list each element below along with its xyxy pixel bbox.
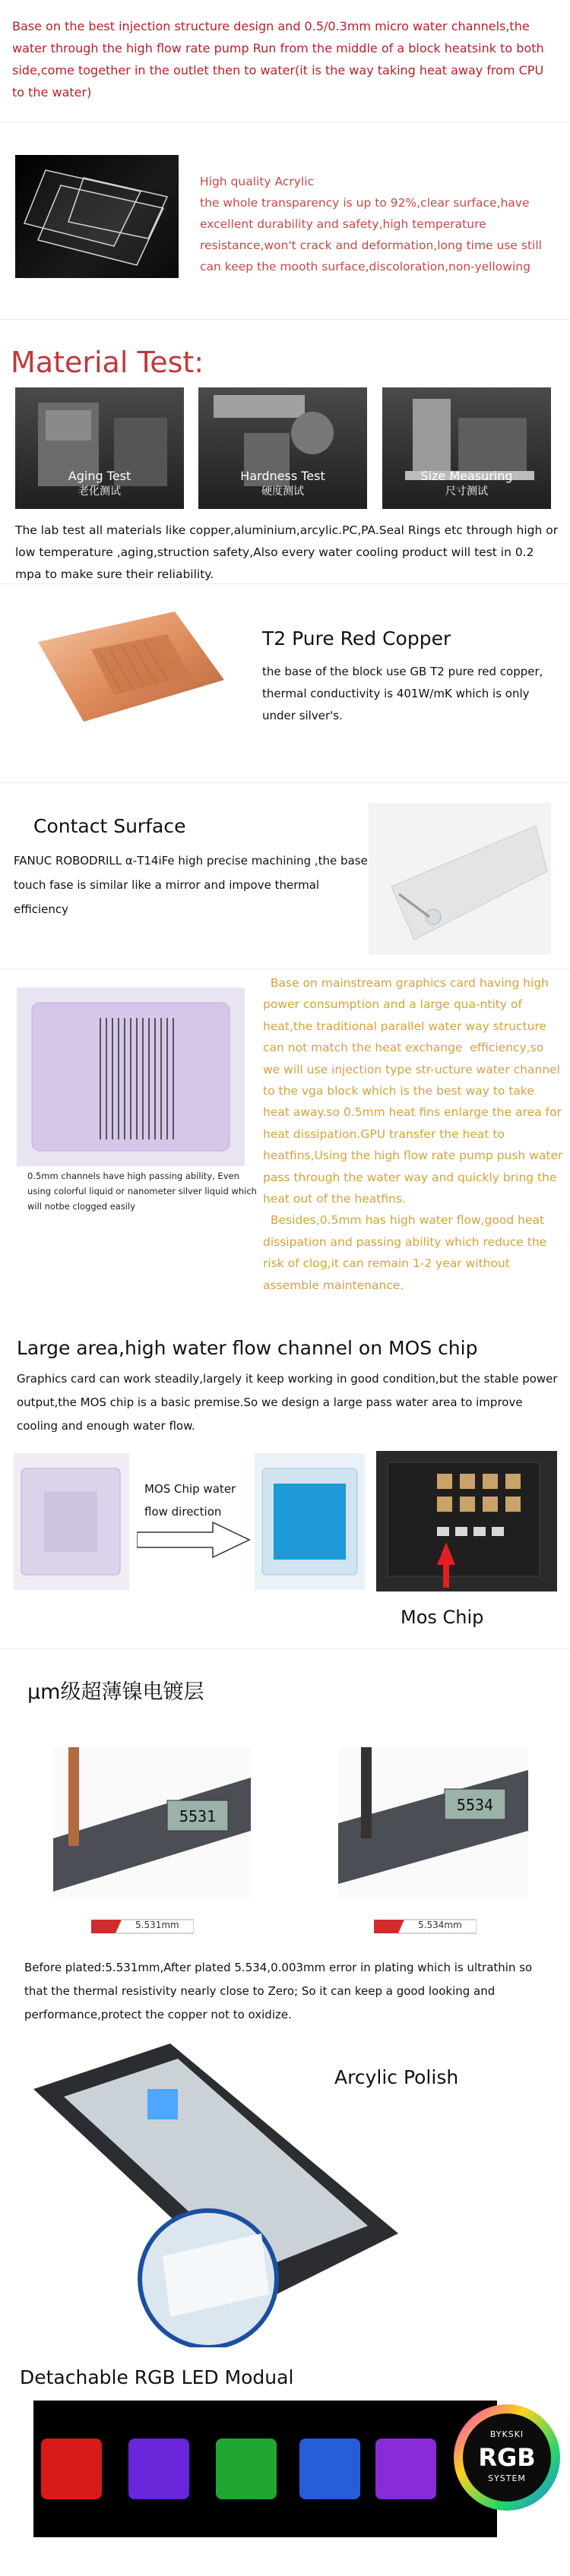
acrylic-polish-image (33, 2043, 398, 2347)
mos-description: Graphics card can work steadily,largely it keep working in good condition,but the stable power output,the MOS chip is a basic premise.So we design a large pass water area to improve cooling and enough water flow. (17, 1372, 558, 1433)
material-test-description: The lab test all materials like copper,aluminium,arcylic.PC,PA.Seal Rings etc through high or low temperature ,aging,struction safety,Also every water cooling product will test in 0.2 mpa to make sure their reliability. (15, 523, 559, 581)
rgb-title: Detachable RGB LED Modual (20, 2366, 294, 2388)
card-sublabel: 老化测试 (78, 485, 121, 498)
aging-test-card (15, 387, 184, 509)
acrylic-line: the whole transparency is up to 92%,clear surface,have (200, 196, 530, 210)
reading-value: 5.534mm (418, 1920, 462, 1930)
material-test-title: Material Test: (11, 346, 204, 379)
card-label: Hardness Test (240, 469, 325, 483)
acrylic-line: can keep the mooth surface,discoloration,non-yellowing (200, 260, 530, 273)
intro-text: Base on the best injection structure design and 0.5/0.3mm micro water channels,the water through the high flow rate pump Run from the middle of a block heatsink to both side,come together in the outlet then to water(it is the way taking heat away from CPU to the water) (12, 19, 544, 100)
plating-title: μm级超薄镍电镀层 (27, 1680, 204, 1704)
reading-value: 5.531mm (135, 1920, 179, 1930)
contact-surface-description: FANUC ROBODRILL α-T14iFe high precise machining ,the base touch fase is similar like a mirror and impove thermal efficiency (14, 854, 368, 916)
copper-title: T2 Pure Red Copper (262, 627, 451, 650)
caliper-display: 5531 (179, 1807, 217, 1825)
caliper-after-image (338, 1747, 528, 1899)
logo-brand: BYKSKI (489, 2429, 524, 2439)
acrylic-line: resistance,won't crack and deformation,long time use still (200, 239, 542, 252)
acrylic-description (200, 171, 563, 277)
hardness-test-card (198, 387, 367, 509)
card-sublabel: 尺寸测试 (445, 485, 488, 498)
mos-flow-label: MOS Chip water flow direction (144, 1482, 236, 1519)
acrylic-line: High quality Acrylic (200, 175, 315, 188)
contact-surface-title: Contact Surface (33, 815, 186, 837)
logo-main: RGB (478, 2443, 536, 2472)
mirror-surface-image (369, 803, 551, 955)
caliper-display: 5534 (456, 1796, 494, 1814)
rgb-system-logo (450, 2401, 564, 2514)
plating-description: Before plated:5.531mm,After plated 5.534,0.003mm error in plating which is ultrathin so that the thermal resistivity nearly close to Zero; So it can keep a good looking and performance,protect the copper not to oxidize. (24, 1961, 533, 2021)
rgb-led-image (33, 2401, 497, 2537)
mos-title: Large area,high water flow channel on MOS chip (17, 1337, 478, 1359)
divider (0, 319, 570, 320)
mos-block-image (14, 1453, 129, 1590)
divider (0, 782, 570, 783)
mos-pcb-image (376, 1451, 557, 1591)
acrylic-sheets-image (15, 155, 179, 278)
arrow-right-icon (137, 1521, 251, 1559)
mos-water-flow-image (255, 1453, 365, 1590)
divider (0, 583, 570, 584)
caliper-before-image (53, 1747, 251, 1899)
card-label: Size Measuring (420, 469, 513, 483)
size-measuring-card (382, 387, 551, 509)
polish-title: Arcylic Polish (334, 2066, 459, 2088)
copper-description: the base of the block use GB T2 pure red copper, thermal conductivity is 401W/mK which is only under silver's. (262, 665, 543, 722)
microfin-channel-image (17, 988, 245, 1166)
mos-chip-label: Mos Chip (401, 1607, 484, 1628)
copper-base-image (23, 596, 236, 737)
divider (0, 1648, 570, 1649)
logo-sub: SYSTEM (488, 2473, 526, 2483)
acrylic-line: excellent durability and safety,high temperature (200, 217, 486, 231)
channel-caption: 0.5mm channels have high passing ability, Even using colorful liquid or nanometer silver liquid which will notbe clogged easily (27, 1171, 257, 1212)
card-label: Aging Test (68, 469, 131, 483)
card-sublabel: 硬度测试 (261, 485, 304, 498)
channel-description: Base on mainstream graphics card having high power consumption and a large qua-ntity of heat,the traditional parallel water way structure can not match the heat exchange efficiency,so we will use injection type str-ucture water channel to the vga block which is the best way to take heat away.so 0.5mm heat fins enlarge the area for heat dissipation.GPU transfer the heat to heatfins,Using the high flow rate pump push water pass through the water way and quickly bring the heat out of the heatfins. Besides,0.5mm has high water flow,good heat dissipation and passing ability which reduce the risk of clog,it can remain 1-2 year without assemble maintenance. (263, 976, 563, 1292)
